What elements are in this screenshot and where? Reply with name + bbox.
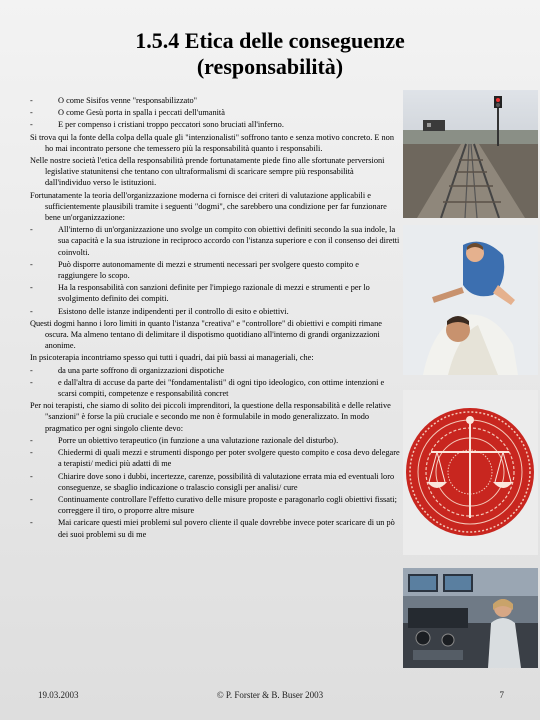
item-text: Fortunatamente la teoria dell'organizzazione moderna ci fornisce dei criteri di valutazione applicabili e sufficientemente plausibili tramite i seguenti "dogmi", che sarebbero una condizione per far funzionare bene un'organizzazione: (30, 190, 387, 223)
dash-marker: - (30, 471, 33, 481)
bullet-item (30, 377, 400, 399)
item-text: Questi dogmi hanno i loro limiti in quanto l'istanza "creativa" e "controllore" di obiettivi e compiti rimane oscura. Ma almeno tentano di delimitare il dispotismo quotidiano all'interno di grandi organizzazioni anonime. (30, 318, 382, 351)
item-text: O come Sisifos venne "responsabilizzato" (58, 96, 198, 105)
title-line-1: 1.5.4 Etica delle conseguenze (135, 28, 405, 53)
bullet-item (30, 517, 400, 539)
footer-date: 19.03.2003 (38, 690, 79, 700)
title-line-2: (responsabilità) (196, 54, 344, 79)
item-text: Porre un obiettivo terapeutico (in funzione a una valutazione razionale del disturbo). (58, 435, 339, 445)
body-text (30, 95, 400, 541)
item-text: Nelle nostre società l'etica della responsabilità prende fortunatamente piede fino alle sfortunate perversioni legislative statunitensi che tentano con ultraformalismi di scaricare sempre più responsabilità dall'individuo verso le istituzioni. (30, 156, 385, 188)
dash-marker: - (30, 283, 33, 293)
item-text: Può disporre autonomamente di mezzi e strumenti necessari per svolgere questo compito e raggiungere lo scopo. (58, 259, 359, 281)
item-text: Chiarire dove sono i dubbi, incertezze, carenze, possibilità di valutazione errata mia ed eventuali loro conseguenze, se sbaglio indicazione o tralascio consigli per analisi/ cure (58, 471, 395, 492)
item-text: Per noi terapisti, che siamo di solito dei piccoli imprenditori, la questione della responsabilità e delle relative "sanzioni" è forse la più cruciale e secondo me non è formulabile in modo generalizzato. In modo pragmatico per ogni singolo cliente devo: (30, 401, 391, 433)
item-text: e dall'altra di accuse da parte dei "fondamentalisti" di ogni tipo ideologico, con ottime intenzioni e scarsi compiti, competenze e responsabilità concret (58, 377, 385, 399)
item-text: Si trova qui la fonte della colpa della quale gli "intenzionalisti" soffrono tanto e senza motivo concreto. E non ho mai incontrato persone che temessero più la responsabilità quanto i responsabili. (30, 132, 394, 153)
bullet-item (30, 306, 400, 317)
bullet-item (30, 447, 400, 469)
dash-marker: - (30, 365, 33, 375)
bullet-item (30, 471, 400, 493)
paragraph (30, 132, 400, 154)
footer-copyright: © P. Forster & B. Buser 2003 (216, 690, 324, 700)
paragraph (30, 400, 400, 434)
dash-marker: - (30, 120, 33, 130)
dash-marker: - (30, 448, 33, 458)
scales-seal-image (403, 390, 538, 555)
item-text: In psicoterapia incontriamo spesso qui tutti i quadri, dai più bassi ai manageriali, che: (30, 353, 314, 363)
item-text: Continuamente controllare l'effetto curativo delle misure proposte e paragonarlo cogli obiettivi fissati; correggere il tiro, o proporre altre misure (58, 494, 397, 516)
item-text: Chiedermi di quali mezzi e strumenti dispongo per poter svolgere questo compito e cosa devo delegare a terapisti/ medici più adatti di me (58, 448, 400, 469)
dash-marker: - (30, 96, 33, 105)
paragraph (30, 155, 400, 189)
bullet-item (30, 494, 400, 516)
item-text: E per compenso i cristiani troppo peccatori sono bruciati all'inferno. (58, 120, 284, 130)
bullet-item (30, 282, 400, 304)
dash-marker: - (30, 108, 33, 118)
paragraph (30, 318, 400, 352)
bullet-item (30, 435, 400, 446)
page-title (0, 28, 540, 80)
bullet-item (30, 95, 400, 106)
bullet-item (30, 365, 400, 376)
bullet-item (30, 224, 400, 258)
item-text: All'interno di un'organizzazione uno svolge un compito con obiettivi definiti secondo la sua indole, la sua capacità e la sua istruzione in reciproco accordo con l'istanza superiore e con il consenso dei diretti coinvolti. (58, 225, 400, 257)
dash-marker: - (30, 518, 33, 528)
item-text: Mai caricare questi miei problemi sul povero cliente il quale dovrebbe invece poter scaricare di un pò dei suoi problemi su di me (58, 518, 395, 539)
paragraph (30, 190, 400, 224)
family-photo (403, 225, 538, 375)
railway-photo (403, 90, 538, 218)
dash-marker: - (30, 377, 33, 387)
dash-marker: - (30, 259, 33, 269)
bullet-item (30, 119, 400, 130)
item-text: da una parte soffrono di organizzazioni dispotiche (58, 365, 225, 375)
dash-marker: - (30, 225, 33, 235)
item-text: O come Gesù porta in spalla i peccati dell'umanità (58, 108, 225, 118)
item-text: Esistono delle istanze indipendenti per il controllo di esito e obiettivi. (58, 306, 289, 316)
bullet-item (30, 107, 400, 118)
control-room-photo (403, 568, 538, 668)
dash-marker: - (30, 435, 33, 445)
footer-page-number: 7 (499, 690, 504, 700)
paragraph (30, 352, 400, 363)
dash-marker: - (30, 494, 33, 504)
dash-marker: - (30, 306, 33, 316)
bullet-item (30, 259, 400, 281)
item-text: Ha la responsabilità con sanzioni definite per l'impiego razionale di mezzi e strumenti e per lo svolgimento definito dei compiti. (58, 283, 370, 304)
